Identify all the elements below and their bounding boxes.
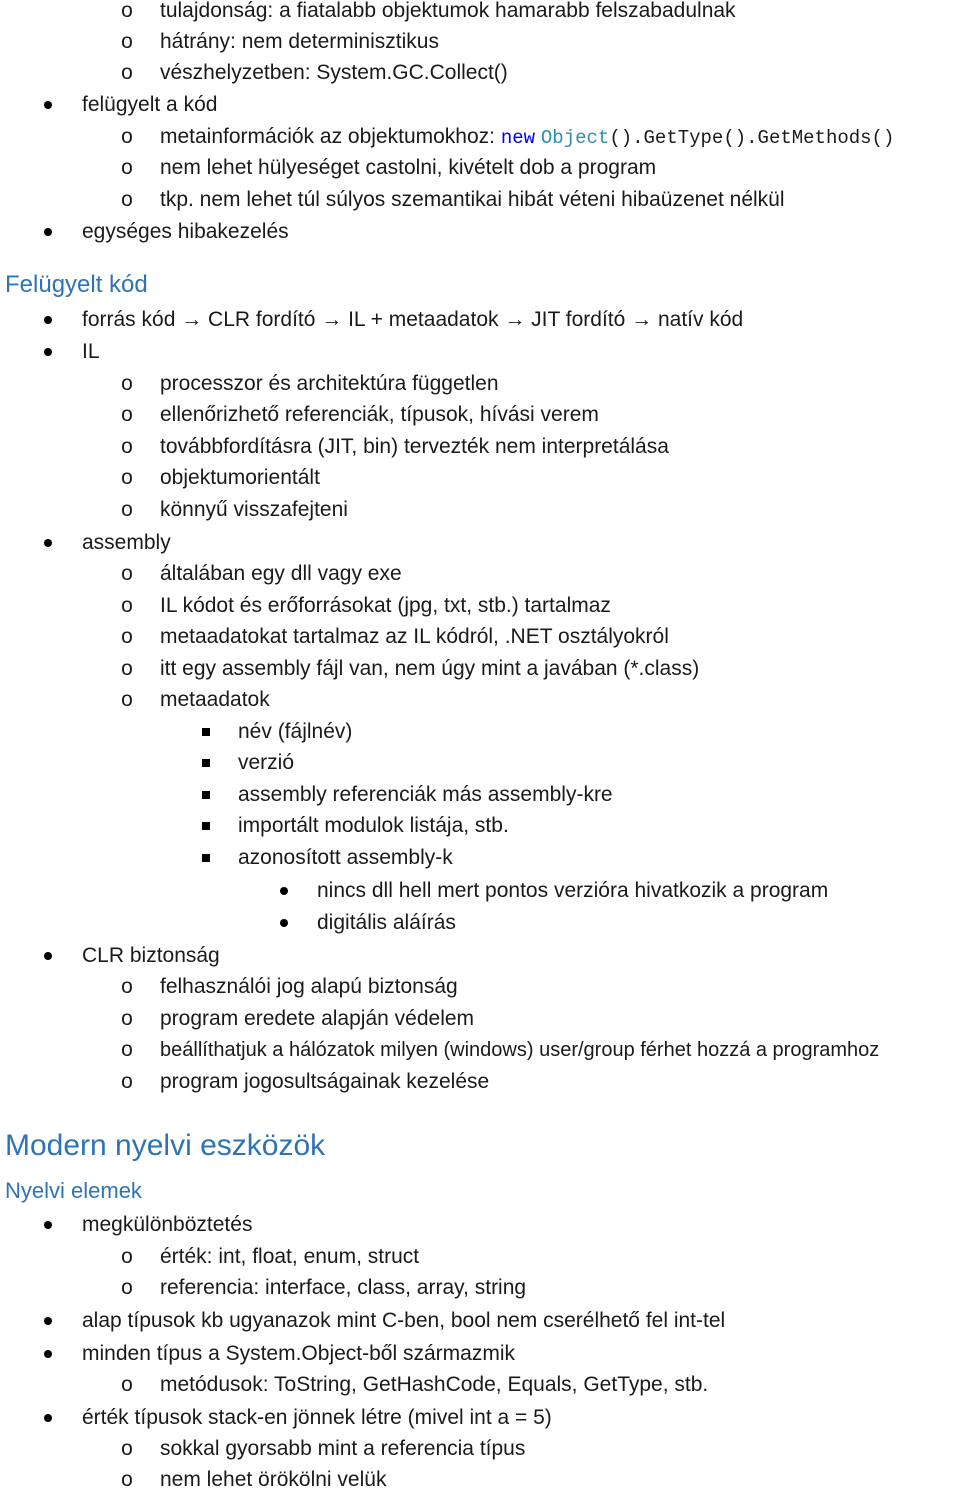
circle-bullet-icon: o: [121, 466, 133, 489]
list-item: o továbbfordításra (JIT, bin) tervezték nem interpretálása: [0, 431, 960, 463]
list-item: o nem lehet örökölni velük: [0, 1464, 960, 1496]
list-item: o sokkal gyorsabb mint a referencia típus: [0, 1433, 960, 1465]
list-item: o program eredete alapján védelem: [0, 1003, 960, 1035]
list-item: o hátrány: nem determinisztikus: [0, 26, 960, 58]
circle-bullet-icon: o: [121, 372, 133, 395]
list-item: név (fájlnév): [0, 716, 960, 748]
list-item: o objektumorientált: [0, 462, 960, 494]
code-keyword: new: [500, 127, 536, 149]
list-item: azonosított assembly-k: [0, 842, 960, 874]
list-item: importált modulok listája, stb.: [0, 810, 960, 842]
list-item: nincs dll hell mert pontos verzióra hivatkozik a program: [0, 875, 960, 907]
circle-bullet-icon: o: [121, 975, 133, 998]
circle-bullet-icon: o: [121, 125, 133, 148]
list-item: o processzor és architektúra független: [0, 368, 960, 400]
list-item: érték típusok stack-en jönnek létre (mivel int a = 5): [0, 1402, 960, 1434]
list-item: o metaadatok: [0, 684, 960, 716]
list-item: o könnyű visszafejteni: [0, 494, 960, 526]
list-item: o tkp. nem lehet túl súlyos szemantikai hibát véteni hibaüzenet nélkül: [0, 184, 960, 216]
subsection-heading: Nyelvi elemek: [5, 1178, 142, 1203]
list-item: o metódusok: ToString, GetHashCode, Equals, GetType, stb.: [0, 1369, 960, 1401]
circle-bullet-icon: o: [121, 1007, 133, 1030]
disc-bullet-icon: [38, 1338, 58, 1358]
circle-bullet-icon: o: [121, 0, 133, 22]
list-item: egységes hibakezelés: [0, 216, 960, 248]
section-heading: Felügyelt kód: [5, 271, 148, 298]
list-item: megkülönböztetés: [0, 1209, 960, 1241]
disc-bullet-icon: [38, 216, 58, 236]
list-item: forrás kód → CLR fordító → IL + metaadatok → JIT fordító → natív kód: [0, 304, 960, 336]
list-item: [0, 121, 960, 153]
circle-bullet-icon: o: [121, 188, 133, 211]
circle-bullet-icon: o: [121, 1038, 133, 1061]
list-item: digitális aláírás: [0, 907, 960, 939]
circle-bullet-icon: o: [121, 61, 133, 84]
code-type: Object: [540, 127, 610, 149]
list-item: IL: [0, 336, 960, 368]
disc-bullet-icon: [274, 907, 294, 927]
circle-bullet-icon: o: [121, 625, 133, 648]
disc-bullet-icon: [38, 1402, 58, 1422]
list-item: alap típusok kb ugyanazok mint C-ben, bool nem cserélhető fel int-tel: [0, 1305, 960, 1337]
list-item: o itt egy assembly fájl van, nem úgy mint a javában (*.class): [0, 653, 960, 685]
list-item: assembly referenciák más assembly-kre: [0, 779, 960, 811]
list-item: assembly: [0, 527, 960, 559]
code-call-chain: ().GetType().GetMethods(): [609, 127, 895, 149]
list-item: o program jogosultságainak kezelése: [0, 1066, 960, 1098]
circle-bullet-icon: o: [121, 1245, 133, 1268]
circle-bullet-icon: o: [121, 562, 133, 585]
circle-bullet-icon: o: [121, 403, 133, 426]
circle-bullet-icon: o: [121, 435, 133, 458]
list-item: o ellenőrizhető referenciák, típusok, hívási verem: [0, 399, 960, 431]
square-bullet-icon: [196, 842, 216, 862]
circle-bullet-icon: o: [121, 1276, 133, 1299]
list-item: felügyelt a kód: [0, 89, 960, 121]
list-item: o vészhelyzetben: System.GC.Collect(): [0, 57, 960, 89]
circle-bullet-icon: o: [121, 594, 133, 617]
circle-bullet-icon: o: [121, 498, 133, 521]
section-heading: Modern nyelvi eszközök: [5, 1129, 326, 1162]
circle-bullet-icon: o: [121, 156, 133, 179]
disc-bullet-icon: [38, 940, 58, 960]
list-item: o tulajdonság: a fiatalabb objektumok hamarabb felszabadulnak: [0, 0, 960, 27]
disc-bullet-icon: [38, 304, 58, 324]
list-item: CLR biztonság: [0, 940, 960, 972]
square-bullet-icon: [196, 810, 216, 830]
circle-bullet-icon: o: [121, 1373, 133, 1396]
disc-bullet-icon: [274, 875, 294, 895]
disc-bullet-icon: [38, 89, 58, 109]
disc-bullet-icon: [38, 1305, 58, 1325]
list-item: o érték: int, float, enum, struct: [0, 1241, 960, 1273]
list-item: o beállíthatjuk a hálózatok milyen (windows) user/group férhet hozzá a programhoz: [0, 1034, 960, 1066]
square-bullet-icon: [196, 779, 216, 799]
list-item: o metaadatokat tartalmaz az IL kódról, .NET osztályokról: [0, 621, 960, 653]
code-line: metainformációk az objektumokhoz: new Object().GetType().GetMethods(): [160, 125, 895, 149]
circle-bullet-icon: o: [121, 657, 133, 680]
circle-bullet-icon: o: [121, 1070, 133, 1093]
square-bullet-icon: [196, 716, 216, 736]
list-item: o nem lehet hülyeséget castolni, kivételt dob a program: [0, 152, 960, 184]
list-item: o IL kódot és erőforrásokat (jpg, txt, stb.) tartalmaz: [0, 590, 960, 622]
list-item: verzió: [0, 747, 960, 779]
circle-bullet-icon: o: [121, 688, 133, 711]
disc-bullet-icon: [38, 527, 58, 547]
square-bullet-icon: [196, 747, 216, 767]
list-item: minden típus a System.Object-ből származmik: [0, 1338, 960, 1370]
circle-bullet-icon: o: [121, 1437, 133, 1460]
circle-bullet-icon: o: [121, 1468, 133, 1491]
disc-bullet-icon: [38, 1209, 58, 1229]
list-item: o referencia: interface, class, array, string: [0, 1272, 960, 1304]
disc-bullet-icon: [38, 336, 58, 356]
circle-bullet-icon: o: [121, 30, 133, 53]
list-item: o felhasználói jog alapú biztonság: [0, 971, 960, 1003]
list-item: o általában egy dll vagy exe: [0, 558, 960, 590]
